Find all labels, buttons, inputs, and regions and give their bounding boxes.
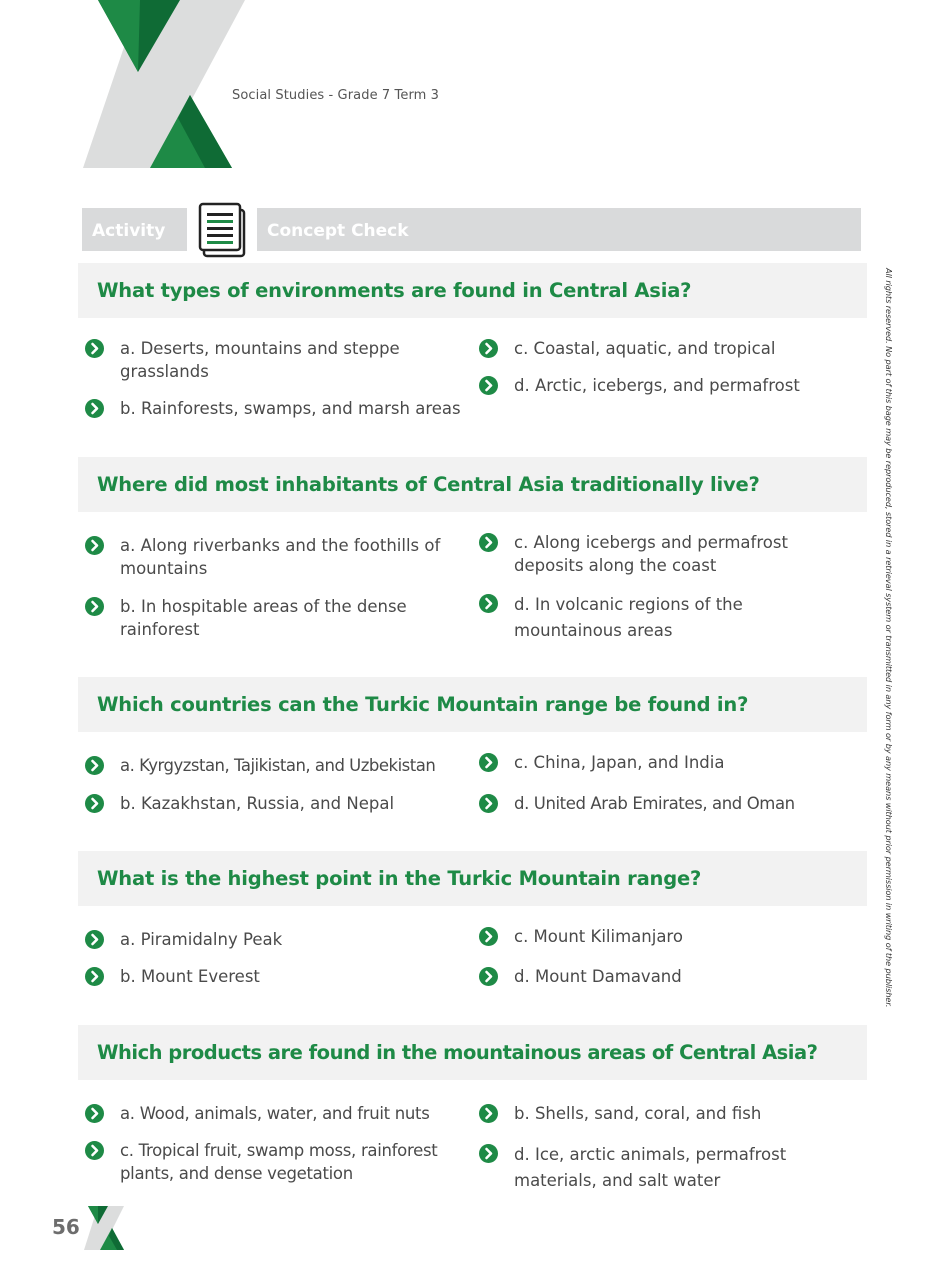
answer-option[interactable] [479,592,789,644]
option-text: c. Mount Kilimanjaro [514,927,683,946]
option-text: d. Mount Damavand [514,967,682,986]
answer-option[interactable] [479,374,859,397]
course-subtitle: Social Studies - Grade 7 Term 3 [232,88,440,103]
answer-option[interactable] [479,531,819,577]
answer-option[interactable] [479,965,859,988]
option-text: d. Ice, arctic animals, permafrost materials, and salt water [514,1145,787,1190]
answer-option[interactable] [479,751,859,774]
option-text: c. Coastal, aquatic, and tropical [514,339,776,358]
answer-option[interactable] [479,792,864,815]
brand-logo-small [82,1206,126,1250]
answer-option[interactable] [85,965,465,988]
chevron-right-icon [85,1104,104,1123]
question-band [78,677,867,732]
chevron-right-icon [479,753,498,772]
question-band [78,851,867,906]
activity-label: Activity [82,208,187,251]
page-number: 56 [52,1215,80,1239]
option-text: c. Along icebergs and permafrost deposits along the coast [514,533,788,575]
option-text: b. Mount Everest [120,967,260,986]
answer-option[interactable] [479,925,859,948]
chevron-right-icon [85,536,104,555]
question-text: Which countries can the Turkic Mountain range be found in? [97,693,749,716]
option-text: b. Rainforests, swamps, and marsh areas [120,399,461,418]
option-text: d. Arctic, icebergs, and permafrost [514,376,800,395]
answer-option[interactable] [85,337,455,383]
question-text: What is the highest point in the Turkic Mountain range? [97,867,702,890]
option-text: a. Wood, animals, water, and fruit nuts [120,1104,430,1123]
answer-option[interactable] [85,1139,470,1185]
activity-title: Concept Check [257,208,861,251]
chevron-right-icon [479,594,498,613]
answer-option[interactable] [85,928,465,951]
answer-option[interactable] [85,754,480,777]
chevron-right-icon [479,376,498,395]
question-text: What types of environments are found in Central Asia? [97,279,692,302]
option-text: d. In volcanic regions of the mountainous areas [514,595,743,640]
option-text: a. Kyrgyzstan, Tajikistan, and Uzbekistan [120,756,436,775]
chevron-right-icon [85,1141,104,1160]
answer-option[interactable] [85,595,445,641]
option-text: a. Piramidalny Peak [120,930,283,949]
option-text: b. Shells, sand, coral, and fish [514,1104,762,1123]
chevron-right-icon [85,967,104,986]
option-text: a. Along riverbanks and the foothills of mountains [120,536,441,578]
question-text: Where did most inhabitants of Central Asia traditionally live? [97,473,760,496]
answer-option[interactable] [85,534,460,580]
chevron-right-icon [479,967,498,986]
chevron-right-icon [85,794,104,813]
question-band [78,263,867,318]
question-text: Which products are found in the mountainous areas of Central Asia? [97,1041,818,1064]
copyright-notice [880,268,898,1010]
chevron-right-icon [479,1144,498,1163]
chevron-right-icon [479,794,498,813]
chevron-right-icon [85,930,104,949]
answer-option[interactable] [479,337,859,360]
chevron-right-icon [479,533,498,552]
chevron-right-icon [85,756,104,775]
chevron-right-icon [479,339,498,358]
option-text: c. China, Japan, and India [514,753,725,772]
option-text: a. Deserts, mountains and steppe grasslands [120,339,400,381]
chevron-right-icon [479,1104,498,1123]
chevron-right-icon [85,339,104,358]
brand-logo [80,0,250,168]
answer-option[interactable] [479,1102,864,1125]
option-text: b. Kazakhstan, Russia, and Nepal [120,794,395,813]
chevron-right-icon [479,927,498,946]
chevron-right-icon [85,597,104,616]
document-icon [198,202,248,258]
activity-header [82,208,862,252]
answer-option[interactable] [85,792,475,815]
chevron-right-icon [85,399,104,418]
copyright-text: All rights reserved. No part of this bage may be reproduced, stored in a retrieval system or transmitted in any form or by any means without prior permission in writing of the publisher. [884,268,894,1008]
answer-option[interactable] [85,1102,470,1125]
question-band [78,457,867,512]
answer-option[interactable] [85,397,475,420]
option-text: c. Tropical fruit, swamp moss, rainforest plants, and dense vegetation [120,1141,438,1183]
answer-option[interactable] [479,1142,809,1194]
option-text: d. United Arab Emirates, and Oman [514,794,795,813]
question-band [78,1025,867,1080]
option-text: b. In hospitable areas of the dense rainforest [120,597,407,639]
